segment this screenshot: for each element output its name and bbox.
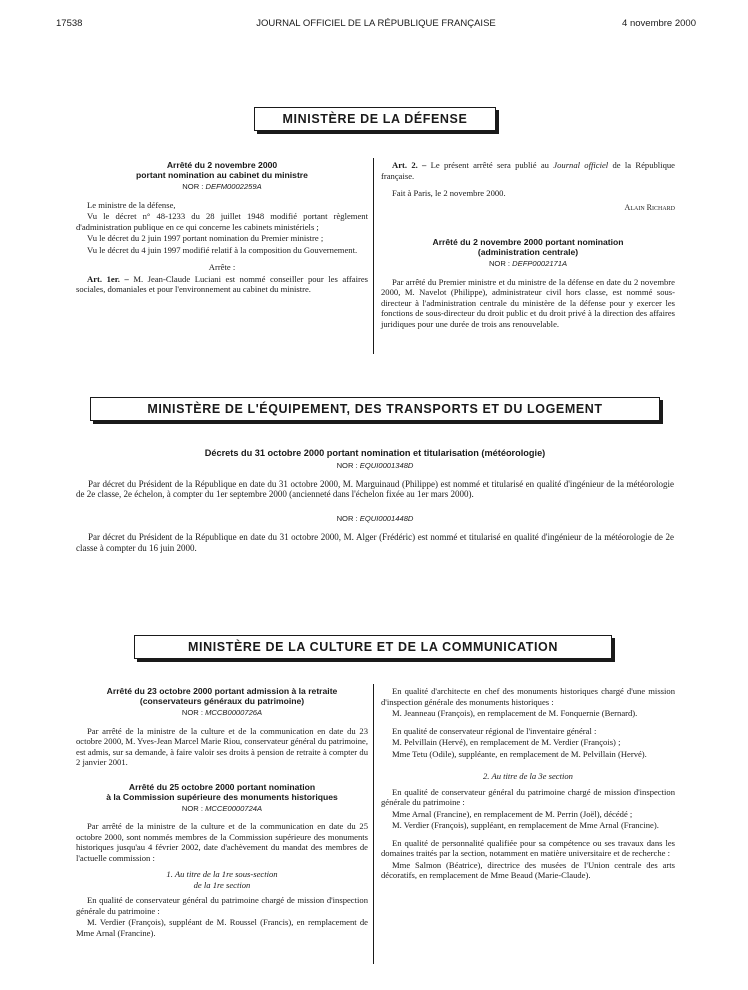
- fait-a-paris: Fait à Paris, le 2 novembre 2000.: [392, 188, 506, 198]
- column-divider: [373, 158, 374, 354]
- issue-date: 4 novembre 2000: [622, 18, 696, 29]
- arrete-admin-title-line1: Arrêté du 2 novembre 2000 portant nomination: [432, 237, 624, 247]
- paragraph: En qualité de conservateur général du patrimoine chargé de mission d'inspection générale du patrimoine :: [381, 786, 675, 807]
- nor-code: DEFM0002259A: [205, 182, 262, 191]
- defense-left-column: [76, 160, 368, 296]
- signature: Alain Richard: [624, 202, 675, 212]
- column-divider: [373, 684, 374, 964]
- paragraph: Par arrêté du Premier ministre et du ministre de la défense en date du 2 novembre 2000, M. Navelot (Philippe), administrateur civil hors classe, est nommé sous-directeur à l'administration centrale du ministère de la défense pour y exercer les fonctions de sous-directeur du droit public et du droit privé à la direction des affaires juridiques pour une durée de trois ans renouvelable.: [381, 276, 675, 329]
- arrete-retraite-title-line1: Arrêté du 23 octobre 2000 portant admission à la retraite: [106, 686, 338, 696]
- nor-label: NOR :: [336, 514, 358, 524]
- arrete-retraite-title: [76, 686, 368, 706]
- equipement-section: [76, 448, 674, 554]
- arrete-cabinet-title: [76, 160, 368, 180]
- nor-code: MCCB0000726A: [205, 708, 263, 717]
- arrete-cabinet-nor: [76, 182, 368, 193]
- decret-2-nor: [76, 514, 674, 525]
- journal-officiel-italic: Journal officiel: [553, 160, 609, 170]
- article-2-text-b: de la République française.: [381, 160, 675, 181]
- paragraph: En qualité de personnalité qualifiée pour sa compétence ou ses travaux dans les domaines traités par la section, notamment en matière universitaire et de recherche :: [381, 837, 675, 858]
- article-1-label: Art. 1er. –: [87, 273, 129, 284]
- ministry-defense-heading: MINISTÈRE DE LA DÉFENSE: [254, 107, 496, 131]
- ministry-culture-heading: MINISTÈRE DE LA CULTURE ET DE LA COMMUNICATION: [134, 635, 612, 659]
- nor-label: NOR :: [488, 259, 511, 268]
- nor-label: NOR :: [181, 708, 203, 717]
- paragraph: Mme Salmon (Béatrice), directrice des musées de l'Union centrale des arts décoratifs, en remplacement de Mme Beaud (Marie-Claude).: [381, 859, 675, 880]
- nor-label: NOR :: [181, 803, 203, 813]
- paragraph: M. Jeanneau (François), en remplacement de M. Fonquernie (Bernard).: [392, 708, 638, 718]
- defense-right-column: [381, 160, 675, 330]
- paragraph: M. Verdier (François), suppléant, en remplacement de Mme Arnal (Francine).: [392, 820, 659, 830]
- paragraph: Par arrêté de la ministre de la culture et de la communication en date du 25 octobre 2000, sont nommés membres de la Commission supérieure des monuments historiques jusqu'au 4 février 2002, date d'achèvement du mandat des membres de l'actuelle commission :: [76, 821, 368, 863]
- paragraph: Par décret du Président de la République en date du 31 octobre 2000, M. Alger (Frédéric) est nommé et titularisé en qualité d'ingénieur de la météorologie de 2e classe à compter du 16 juin 2000.: [76, 531, 674, 553]
- section-heading-2: 2. Au titre de la 3e section: [483, 771, 573, 781]
- paragraph: Mme Arnal (Francine), en remplacement de M. Perrin (Joël), décédé ;: [392, 808, 633, 819]
- arrete-commission-title-line2: à la Commission supérieure des monuments historiques: [106, 791, 338, 802]
- culture-left-column: [76, 686, 368, 939]
- nor-code: EQUI0001348D: [359, 460, 414, 470]
- paragraph: Vu le décret n° 48-1233 du 28 juillet 1948 modifié portant règlement d'administration publique en ce qui concerne les cabinets ministériels ;: [76, 211, 368, 232]
- article-2-text-a: Le présent arrêté sera publié au: [430, 160, 549, 170]
- running-header: [56, 18, 696, 32]
- paragraph: Vu le décret du 2 juin 1997 portant nomination du Premier ministre ;: [87, 233, 324, 243]
- nor-label: NOR :: [182, 182, 204, 191]
- ministry-equipement-heading: MINISTÈRE DE L'ÉQUIPEMENT, DES TRANSPORTS ET DU LOGEMENT: [90, 397, 660, 421]
- arrete-commission-nor: [76, 804, 368, 815]
- arrete-commission-title-line1: Arrêté du 25 octobre 2000 portant nomination: [128, 781, 316, 792]
- arrete-cabinet-title-line2: portant nomination au cabinet du ministre: [136, 170, 308, 180]
- article-2: [381, 160, 675, 181]
- decrets-title: Décrets du 31 octobre 2000 portant nomination et titularisation (météorologie): [204, 448, 546, 458]
- article-2-label: Art. 2. –: [392, 160, 427, 170]
- section-heading-1-line1: 1. Au titre de la 1re sous-section: [166, 869, 278, 879]
- paragraph: Vu le décret du 4 juin 1997 modifié relatif à la composition du Gouvernement.: [87, 244, 358, 255]
- paragraph: En qualité d'architecte en chef des monuments historiques chargé d'une mission d'inspection générale des monuments historiques :: [381, 686, 675, 707]
- nor-code: EQUI0001448D: [359, 514, 414, 524]
- nor-label: NOR :: [336, 460, 358, 470]
- paragraph: Par arrêté de la ministre de la culture et de la communication en date du 23 octobre 2000, M. Yves-Jean Marcel Marie Riou, conservateur général du patrimoine, est admis, sur sa demande, à faire valoir ses droits à pension de retraite à compter du 2 janvier 2001.: [76, 725, 368, 767]
- arrete-admin-title-line2: (administration centrale): [477, 247, 579, 257]
- paragraph: Mme Tetu (Odile), suppléante, en remplacement de M. Pelvillain (Hervé).: [392, 748, 647, 759]
- arrete-admin-title: [381, 237, 675, 257]
- culture-right-column: [381, 686, 675, 882]
- arrete-cabinet-title-line1: Arrêté du 2 novembre 2000: [166, 160, 278, 170]
- section-heading-1: [76, 869, 368, 890]
- nor-code: DEFP0002171A: [512, 259, 568, 268]
- paragraph: Par décret du Président de la République en date du 31 octobre 2000, M. Marguinaud (Philippe) est nommé et titularisé en qualité d'ingénieur de la météorologie de 2e classe, 2e échelon, à compter du 1er septembre 2000 (ancienneté dans l'échelon fixée au 1er mars 2000).: [76, 478, 674, 500]
- arrete-word: Arrête :: [208, 262, 236, 272]
- paragraph: Le ministre de la défense,: [87, 199, 176, 210]
- paragraph: En qualité de conservateur général du patrimoine chargé de mission d'inspection générale du patrimoine :: [76, 895, 368, 916]
- paragraph: M. Pelvillain (Hervé), en remplacement de M. Verdier (François) ;: [392, 737, 621, 747]
- section-heading-1-line2: de la 1re section: [193, 879, 251, 890]
- arrete-retraite-title-line2: (conservateurs généraux du patrimoine): [139, 696, 305, 706]
- decret-1-nor: [76, 461, 674, 472]
- arrete-commission-title: [76, 782, 368, 802]
- arrete-admin-nor: [381, 259, 675, 270]
- nor-code: MCCE0000724A: [205, 803, 263, 813]
- article-1-text: M. Jean-Claude Luciani est nommé conseiller pour les affaires sociales, domaniales et pour l'environnement au cabinet du ministre.: [76, 273, 368, 294]
- paragraph: M. Verdier (François), suppléant de M. Roussel (Francis), en remplacement de Mme Arnal (Francine).: [76, 917, 368, 938]
- journal-title: JOURNAL OFFICIEL DE LA RÉPUBLIQUE FRANÇAISE: [256, 18, 496, 29]
- article-1: [76, 274, 368, 295]
- arrete-retraite-nor: [76, 708, 368, 719]
- page-number: 17538: [56, 18, 83, 29]
- paragraph: En qualité de conservateur régional de l'inventaire général :: [392, 725, 597, 736]
